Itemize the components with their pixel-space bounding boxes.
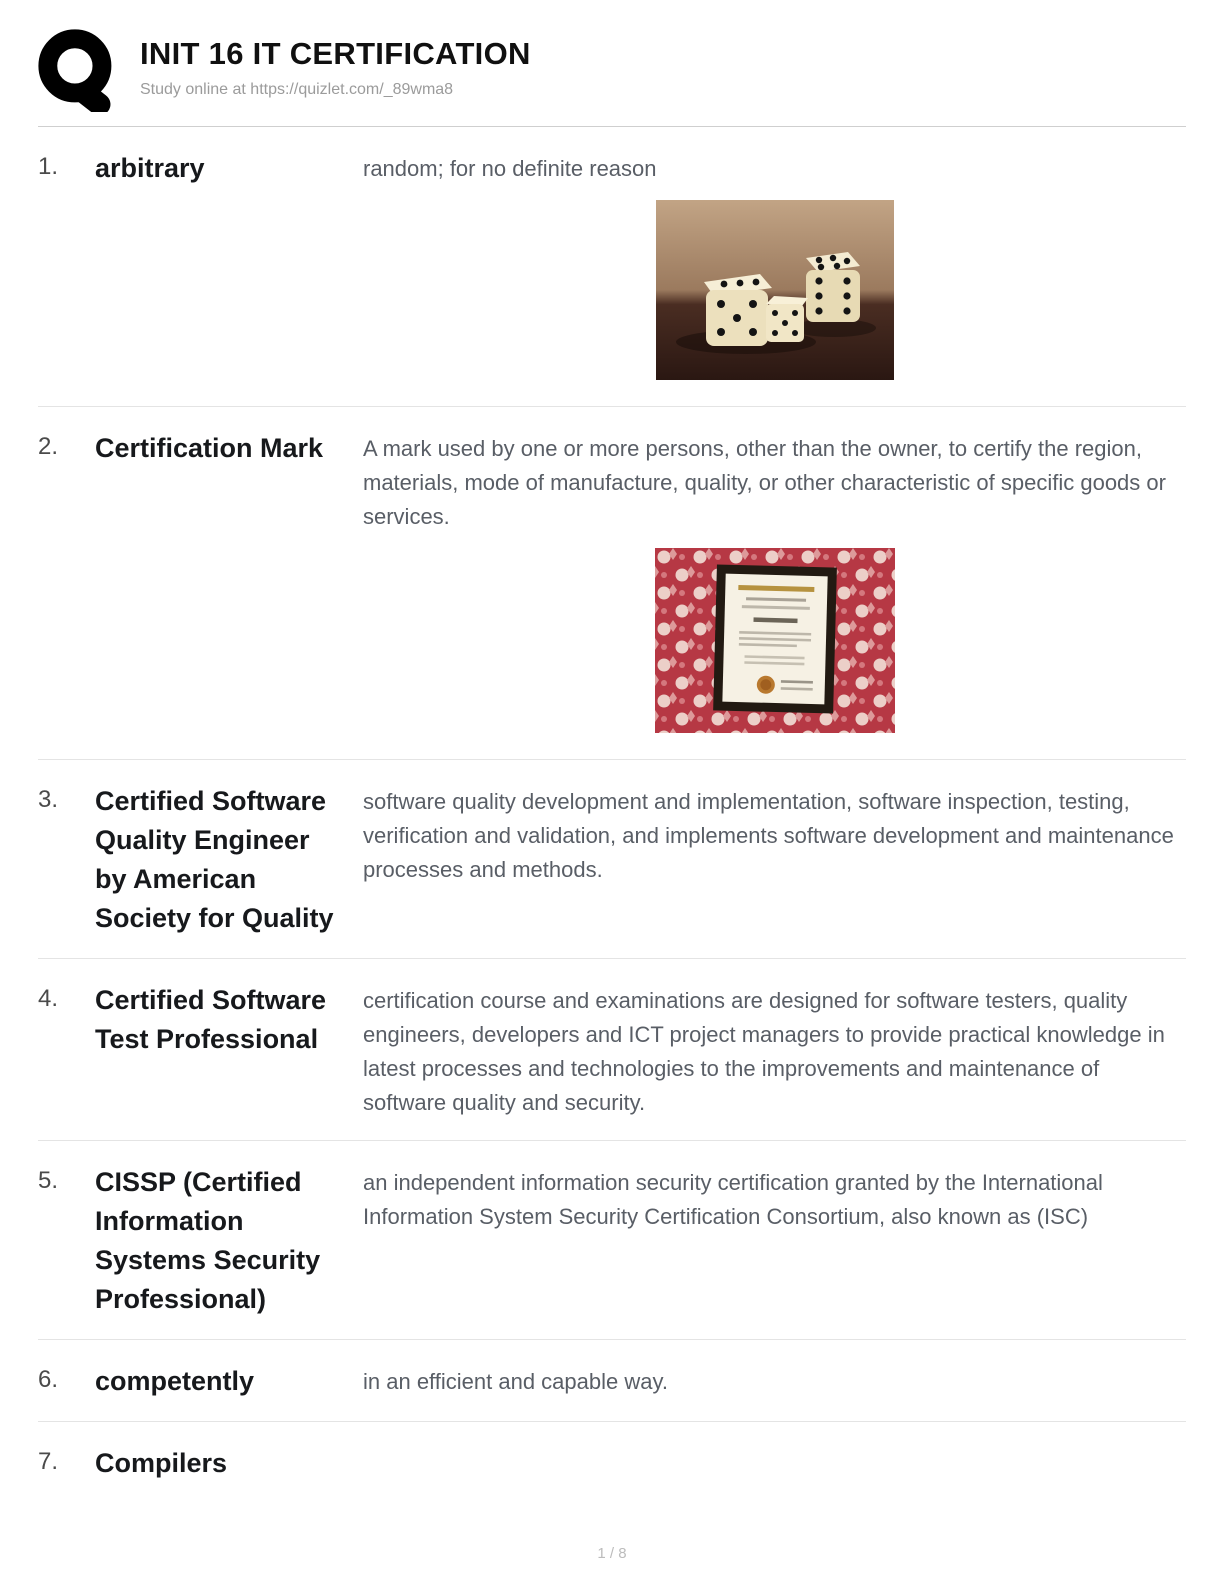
card-definition: software quality development and implementation, software inspection, testing, verification and validation, and implements software development and maintenance processes and methods.: [363, 789, 1174, 882]
card-term: Certified Software Test Professional: [95, 985, 327, 1054]
page-number: 1 / 8: [597, 1545, 627, 1562]
framed-certificate: [713, 564, 837, 713]
card-row-6: [38, 1340, 1186, 1422]
card-definition: [363, 1444, 1186, 1447]
card-term: Certified Software Quality Engineer by American Society for Quality: [95, 786, 334, 933]
card-term: Certification Mark: [95, 433, 324, 463]
card-row-3: [38, 760, 1186, 959]
certificate-photo: [655, 548, 895, 733]
card-definition-column: [363, 429, 1186, 739]
card-term: competently: [95, 1366, 255, 1396]
card-number: 3.: [38, 786, 59, 813]
card-definition: random; for no definite reason: [363, 156, 657, 181]
card-number: 1.: [38, 153, 59, 180]
card-definition: an independent information security certification granted by the International Information System Security Certification Consortium, also known as (ISC): [363, 1170, 1103, 1229]
die-small: [766, 296, 808, 342]
card-number: 6.: [38, 1366, 59, 1393]
quizlet-logo-icon: [38, 28, 120, 112]
card-definition: certification course and examinations are designed for software testers, quality engineers, developers and ICT project managers to provide practical knowledge in latest processes and technologies to the improvements and maintenance of software quality and security.: [363, 988, 1165, 1115]
card-definition-column: [363, 1163, 1186, 1234]
card-term: CISSP (Certified Information Systems Security Professional): [95, 1167, 321, 1314]
card-term: arbitrary: [95, 153, 205, 183]
card-number: 5.: [38, 1167, 59, 1194]
card-definition-column: [363, 149, 1186, 386]
header-text: [140, 28, 531, 99]
card-definition-column: [363, 782, 1186, 887]
page-title: INIT 16 IT CERTIFICATION: [140, 36, 531, 71]
die-right: [806, 252, 860, 322]
card-definition: A mark used by one or more persons, other than the owner, to certify the region, materials, mode of manufacture, quality, or other characteristic of specific goods or services.: [363, 436, 1166, 529]
card-row-4: [38, 959, 1186, 1141]
page-footer: [0, 1545, 1224, 1562]
study-online-url: Study online at https://quizlet.com/_89wma8: [140, 81, 454, 98]
card-row-5: [38, 1141, 1186, 1340]
card-term: Compilers: [95, 1448, 228, 1478]
quizlet-q-glyph: [38, 28, 120, 112]
card-row-7: [38, 1422, 1186, 1503]
card-number: 4.: [38, 985, 59, 1012]
card-definition-column: [363, 981, 1186, 1120]
card-number: 2.: [38, 433, 59, 460]
die-left: [704, 274, 772, 346]
card-definition-column: [363, 1444, 1186, 1447]
header: [38, 28, 1186, 127]
card-row-1: [38, 127, 1186, 407]
card-row-2: [38, 407, 1186, 760]
card-number: 7.: [38, 1448, 59, 1475]
card-definition: in an efficient and capable way.: [363, 1369, 668, 1394]
card-definition-column: [363, 1362, 1186, 1399]
dice-photo: [656, 200, 894, 380]
